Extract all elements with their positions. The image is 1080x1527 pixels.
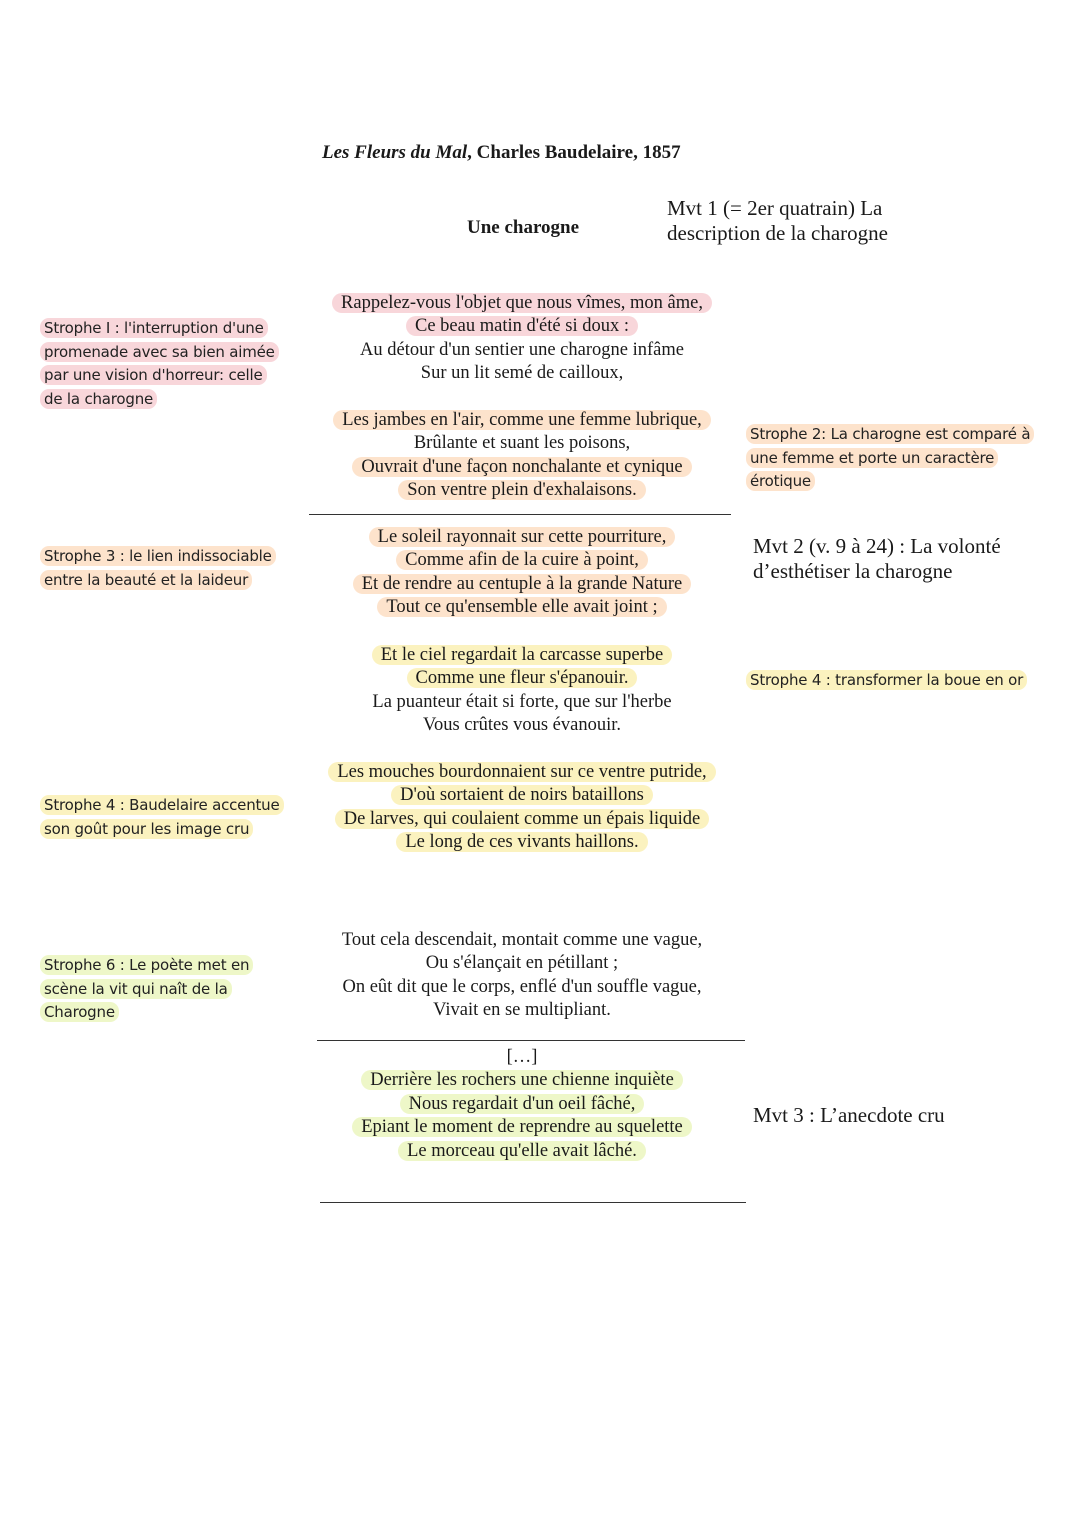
poem-title: Une charogne: [466, 217, 580, 238]
divider-line: [320, 1202, 746, 1203]
stanza-3: [322, 526, 722, 620]
verse-line: Ouvrait d'une façon nonchalante et cynique: [352, 457, 691, 477]
verse-line: Vous crûtes vous évanouir.: [423, 715, 621, 736]
verse-line: De larves, qui coulaient comme un épais liquide: [335, 809, 710, 829]
note-strophe-6: Strophe 6 : Le poète met en scène la vit qui naît de la Charogne: [40, 954, 266, 1025]
note-strophe-3: Strophe 3 : le lien indissociable entre la beauté et la laideur: [40, 545, 276, 592]
stanza-1: [322, 292, 722, 386]
verse-line: D'où sortaient de noirs bataillons: [391, 785, 653, 805]
verse-line: Les jambes en l'air, comme une femme lubrique,: [333, 410, 711, 430]
verse-line: On eût dit que le corps, enflé d'un souffle vague,: [342, 976, 702, 997]
verse-line: Nous regardait d'un oeil fâché,: [400, 1094, 645, 1114]
verse-line: Le soleil rayonnait sur cette pourriture,: [369, 527, 676, 547]
verse-line: Derrière les rochers une chienne inquiète: [361, 1070, 683, 1090]
verse-line: Et le ciel regardait la carcasse superbe: [372, 645, 672, 665]
verse-line: Son ventre plein d'exhalaisons.: [398, 480, 645, 500]
verse-line: Les mouches bourdonnaient sur ce ventre putride,: [328, 762, 715, 782]
verse-line: Brûlante et suant les poisons,: [413, 433, 631, 454]
verse-line: Vivait en se multipliant.: [433, 1000, 611, 1021]
verse-line: Epiant le moment de reprendre au squelette: [352, 1117, 692, 1137]
verse-line: Le morceau qu'elle avait lâché.: [398, 1141, 646, 1161]
verse-line: Rappelez-vous l'objet que nous vîmes, mon âme,: [332, 293, 712, 313]
verse-line: Comme une fleur s'épanouir.: [407, 668, 638, 688]
movement-1-label: Mvt 1 (= 2er quatrain) La description de la charogne: [667, 196, 888, 245]
document-title: [322, 142, 681, 164]
work-title: Les Fleurs du Mal: [322, 142, 468, 163]
stanza-7: [322, 1046, 722, 1163]
verse-line: Le long de ces vivants haillons.: [396, 832, 647, 852]
note-strophe-1: Strophe I : l'interruption d'une promenade avec sa bien aimée par une vision d'horreur: celle de la charogne: [40, 317, 280, 411]
stanza-4: [322, 644, 722, 738]
stanza-5: [322, 761, 722, 855]
stanza-6: [322, 929, 722, 1023]
movement-2-label: Mvt 2 (v. 9 à 24) : La volonté d’esthétiser la charogne: [753, 534, 1001, 583]
note-strophe-4-right: Strophe 4 : transformer la boue en or: [746, 669, 1064, 693]
verse-line: Comme afin de la cuire à point,: [396, 550, 648, 570]
verse-line: Ce beau matin d'été si doux :: [406, 316, 638, 336]
divider-line: [309, 514, 731, 515]
verse-line: Et de rendre au centuple à la grande Nature: [353, 574, 692, 594]
divider-line: [317, 1040, 745, 1041]
verse-line: Au détour d'un sentier une charogne infâme: [360, 339, 684, 360]
movement-3-label: Mvt 3 : L’anecdote cru: [753, 1103, 945, 1127]
note-strophe-4-left: Strophe 4 : Baudelaire accentue son goût pour les image cru: [40, 794, 280, 841]
ellipsis: […]: [506, 1047, 538, 1067]
author-year: , Charles Baudelaire, 1857: [467, 142, 681, 163]
stanza-2: [322, 409, 722, 503]
verse-line: La puanteur était si forte, que sur l'herbe: [372, 691, 672, 712]
verse-line: Tout cela descendait, montait comme une vague,: [341, 930, 703, 950]
verse-line: Ou s'élançait en pétillant ;: [425, 953, 619, 974]
note-strophe-2: Strophe 2: La charogne est comparé à une femme et porte un caractère érotique: [746, 423, 1062, 494]
verse-line: Sur un lit semé de cailloux,: [420, 363, 624, 384]
verse-line: Tout ce qu'ensemble elle avait joint ;: [377, 597, 666, 617]
